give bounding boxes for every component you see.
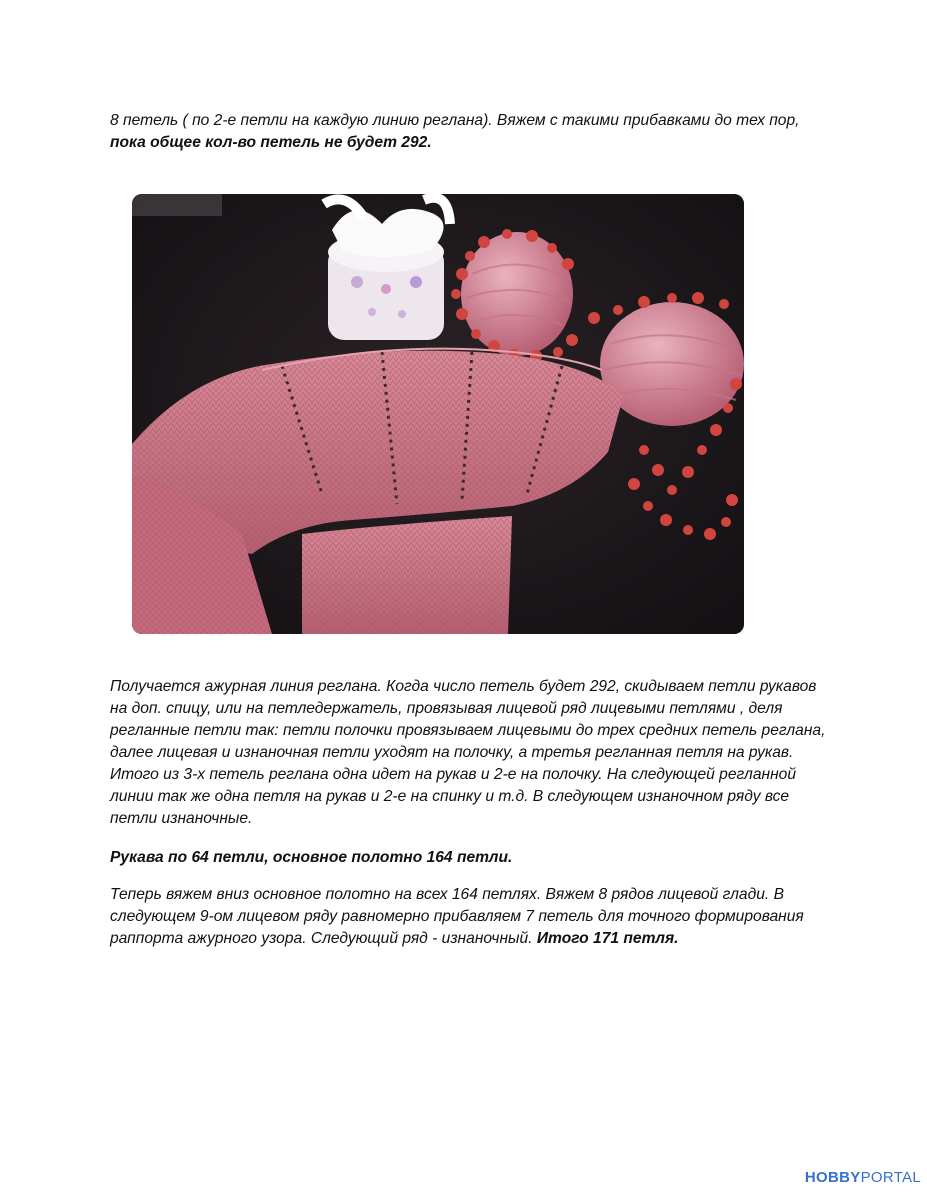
yarn-ball (600, 302, 744, 426)
paragraph-raglan: Получается ажурная линия реглана. Когда число петель будет 292, скидываем петли рукавов на доп. спицу, или на петледержатель, провязывая лицевой ряд лицевыми петлями , деля регланные петли так: петли полочки провязываем лицевыми до трех средних петель реглана, далее лицевая и изнаночная петли уходят на полочку, а третья регланная петля на рукав. Итого из 3-х петель реглана одна идет на рукав и 2-е на полочку. На следующей регланной линии так же одна петля на рукав и 2-е на спинку и т.д. В следующем изнаночном ряду все петли изнаночные. (110, 678, 826, 827)
paragraph-intro (110, 110, 830, 154)
paragraph-body-bold: Итого 171 петля. (536, 930, 679, 947)
logo-hobby: HOBBY (804, 1169, 861, 1186)
knitting-photo-icon (132, 194, 744, 634)
paragraph-intro-bold: пока общее кол-во петель не будет 292. (110, 134, 432, 151)
hobbyportal-logo[interactable] (805, 1169, 921, 1186)
paragraph-intro-text: 8 петель ( по 2-е петли на каждую линию реглана). Вяжем с такими прибавками до тех пор, (110, 112, 800, 129)
logo-portal: PORTAL (860, 1169, 921, 1186)
knitting-photo (132, 194, 744, 634)
paragraph-sleeves: Рукава по 64 петли, основное полотно 164 петли. (110, 849, 513, 866)
paragraph-body-text: Теперь вяжем вниз основное полотно на всех 164 петлях. Вяжем 8 рядов лицевой глади. В следующем 9-ом лицевом ряду равномерно прибавляем 7 петель для точного формирования раппорта ажурного узора. Следующий ряд - изнаночный. (110, 886, 804, 947)
porcelain-box (324, 198, 450, 340)
paragraph-body (110, 884, 830, 950)
